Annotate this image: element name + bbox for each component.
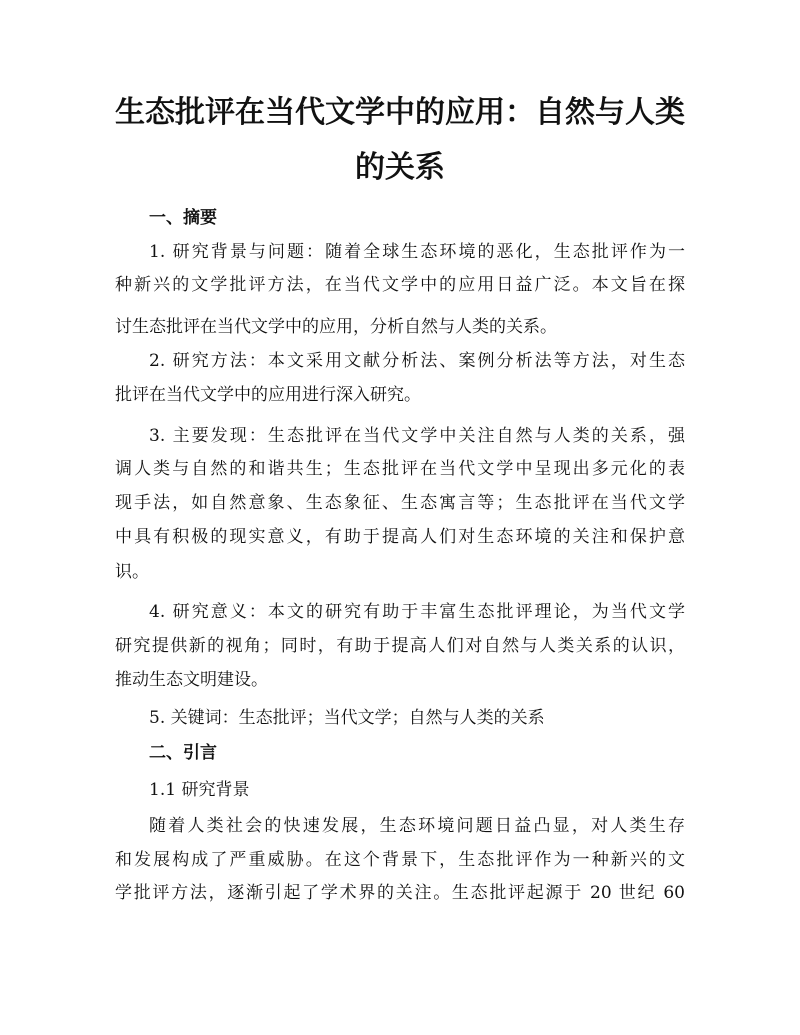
abstract-item-3-line-1: 3. 主要发现：生态批评在当代文学中关注自然与人类的关系，强 — [149, 426, 685, 446]
abstract-item-1-line-3: 讨生态批评在当代文学中的应用，分析自然与人类的关系。 — [115, 317, 557, 337]
abstract-item-3-line-2: 调人类与自然的和谐共生；生态批评在当代文学中呈现出多元化的表 — [115, 459, 685, 479]
abstract-item-4-line-3: 推动生态文明建设。 — [115, 670, 268, 690]
intro-para-line-1: 随着人类社会的快速发展，生态环境问题日益凸显，对人类生存 — [149, 816, 685, 836]
abstract-item-2-line-1: 2. 研究方法：本文采用文献分析法、案例分析法等方法，对生态 — [149, 351, 685, 371]
abstract-item-3-line-5: 识。 — [115, 562, 149, 582]
abstract-heading: 一、摘要 — [149, 208, 217, 228]
intro-para-line-2: 和发展构成了严重威胁。在这个背景下，生态批评作为一种新兴的文 — [115, 850, 685, 870]
document-title-line-1: 生态批评在当代文学中的应用：自然与人类 — [115, 95, 685, 130]
abstract-item-4-line-1: 4. 研究意义：本文的研究有助于丰富生态批评理论，为当代文学 — [149, 602, 685, 622]
abstract-item-2-line-2: 批评在当代文学中的应用进行深入研究。 — [115, 385, 421, 405]
abstract-item-4-line-2: 研究提供新的视角；同时，有助于提高人们对自然与人类关系的认识， — [115, 636, 685, 656]
abstract-item-3-line-4: 中具有积极的现实意义，有助于提高人们对生态环境的关注和保护意 — [115, 527, 685, 547]
document-title-line-2: 的关系 — [355, 150, 445, 185]
intro-heading: 二、引言 — [149, 743, 217, 763]
abstract-item-5-keywords: 5. 关键词：生态批评；当代文学；自然与人类的关系 — [149, 708, 545, 728]
abstract-item-1-line-2: 种新兴的文学批评方法，在当代文学中的应用日益广泛。本文旨在探 — [115, 275, 685, 295]
intro-sub-heading: 1.1 研究背景 — [149, 780, 250, 800]
intro-para-line-3: 学批评方法，逐渐引起了学术界的关注。生态批评起源于 20 世纪 60 — [115, 883, 685, 903]
abstract-item-1-line-1: 1. 研究背景与问题：随着全球生态环境的恶化，生态批评作为一 — [149, 242, 685, 262]
abstract-item-3-line-3: 现手法，如自然意象、生态象征、生态寓言等；生态批评在当代文学 — [115, 493, 685, 513]
